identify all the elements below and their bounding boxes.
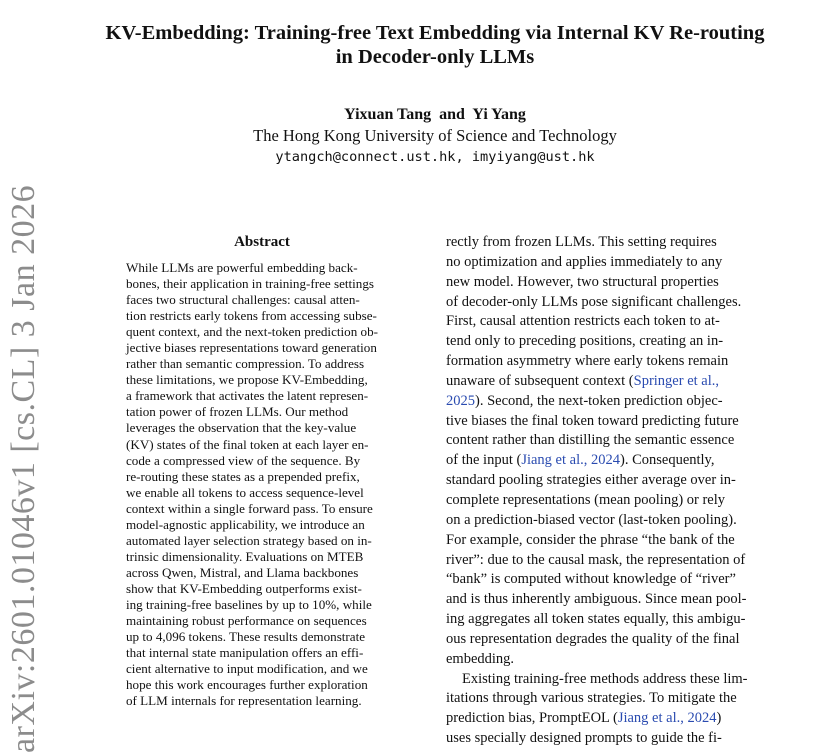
abstract-line: rather than semantic compression. To address [126,356,365,372]
abstract-line: show that KV-Embedding outperforms exist- [126,580,362,596]
text-fragment: of the input ( [446,452,522,469]
text-line: tive biases the final token toward predicting future [446,412,739,429]
abstract-line: tation power of frozen LLMs. Our method [126,404,349,420]
arxiv-identifier-stamp: arXiv:2601.01046v1 [cs.CL] 3 Jan 2026 [5,184,42,753]
text-line [446,372,776,392]
citation-link-jiang[interactable]: Jiang et al., 2024 [521,452,620,469]
text-fragment: prediction bias, PromptEOL ( [446,710,618,727]
text-line: standard pooling strategies either average over in- [446,472,736,489]
abstract-line: up to 4,096 tokens. These results demonstrate [126,629,366,645]
abstract-body [126,260,406,709]
text-line: of decoder-only LLMs pose significant challenges. [446,293,742,310]
text-line: river”: due to the causal mask, the representation of [446,551,746,568]
text-line [446,392,776,412]
text-line: ous representation degrades the quality of the final [446,630,740,647]
text-line: content rather than distilling the semantic essence [446,432,735,449]
abstract-line: hope this work encourages further exploration [126,677,368,693]
abstract-line: that internal state manipulation offers an effi- [126,645,364,661]
text-fragment: ) [716,710,722,727]
abstract-line: context within a single forward pass. To ensure [126,500,373,516]
text-fragment: ). Second, the next-token prediction objec- [475,392,723,409]
text-line: and is thus inherently ambiguous. Since mean pool- [446,591,747,608]
abstract-line: quent context, and the next-token prediction ob- [126,324,378,340]
abstract-line: trinsic dimensionality. Evaluations on MTEB [126,548,364,564]
text-line: complete representations (mean pooling) or rely [446,491,726,508]
text-line: uses specially designed prompts to guide the fi- [446,730,722,747]
text-line: For example, consider the phrase “the bank of the [446,531,735,548]
text-line: “bank” is computed without knowledge of “river” [446,571,736,588]
text-line: on a prediction-biased vector (last-token pooling). [446,511,737,528]
abstract-line: maintaining robust performance on sequences [126,613,367,629]
abstract-line: jective biases representations toward generation [126,340,377,356]
text-line [446,709,776,729]
abstract-heading: Abstract [234,234,290,250]
abstract-line: a framework that activates the latent represen- [126,388,369,404]
abstract-line: cient alternative to input modification, and we [126,661,368,677]
text-line [446,451,776,471]
author-affiliation: The Hong Kong University of Science and Technology [253,126,617,145]
text-fragment: unaware of subsequent context ( [446,372,634,389]
abstract-line: While LLMs are powerful embedding back- [126,260,358,275]
abstract-line: of LLM internals for representation learning. [126,693,362,709]
abstract-line: across Qwen, Mistral, and Llama backbones [126,564,359,580]
abstract-line: re-routing these states as a prepended prefix, [126,468,360,484]
text-line: itations through various strategies. To mitigate the [446,690,737,707]
abstract-line: faces two structural challenges: causal atten- [126,292,360,308]
abstract-line: leverages the observation that the key-value [126,420,357,436]
abstract-line: we enable all tokens to access sequence-level [126,484,364,500]
author-names: Yixuan Tang and Yi Yang [344,106,526,123]
text-line: embedding. [446,650,515,667]
text-line: First, causal attention restricts each token to at- [446,313,720,330]
abstract-line: bones, their application in training-free settings [126,276,374,292]
introduction-text-column [446,233,776,749]
abstract-line: automated layer selection strategy based on in- [126,532,372,548]
paper-title-line-1: KV-Embedding: Training-free Text Embedding via Internal KV Re-routing [105,22,765,44]
abstract-line: model-agnostic applicability, we introduce an [126,516,365,532]
abstract-line: tion restricts early tokens from accessing subse- [126,308,377,324]
paper-title [60,21,810,69]
text-line: ing aggregates all token states equally, this ambigu- [446,611,746,628]
text-line: new model. However, two structural properties [446,273,719,290]
abstract-line: (KV) states of the final token at each layer en- [126,436,369,452]
paper-title-line-2: in Decoder-only LLMs [335,46,535,68]
citation-link-jiang-2[interactable]: Jiang et al., 2024 [617,710,717,727]
abstract-line: code a compressed view of the sequence. By [126,452,361,468]
text-line: Existing training-free methods address these lim- [462,670,748,687]
citation-link-springer-year[interactable]: 2025 [446,392,475,409]
text-line: no optimization and applies immediately to any [446,253,723,270]
author-emails: ytangch@connect.ust.hk, imyiyang@ust.hk [275,149,595,165]
text-fragment: ). Consequently, [619,452,715,469]
abstract-line: ing training-free baselines by up to 10%, while [126,596,372,612]
text-line: tend only to preceding positions, creating an in- [446,333,724,350]
text-line: formation asymmetry where early tokens remain [446,353,729,370]
text-line: rectly from frozen LLMs. This setting requires [446,234,717,250]
abstract-line: these limitations, we propose KV-Embedding, [126,372,368,388]
citation-link-springer[interactable]: Springer et al., [633,372,720,389]
